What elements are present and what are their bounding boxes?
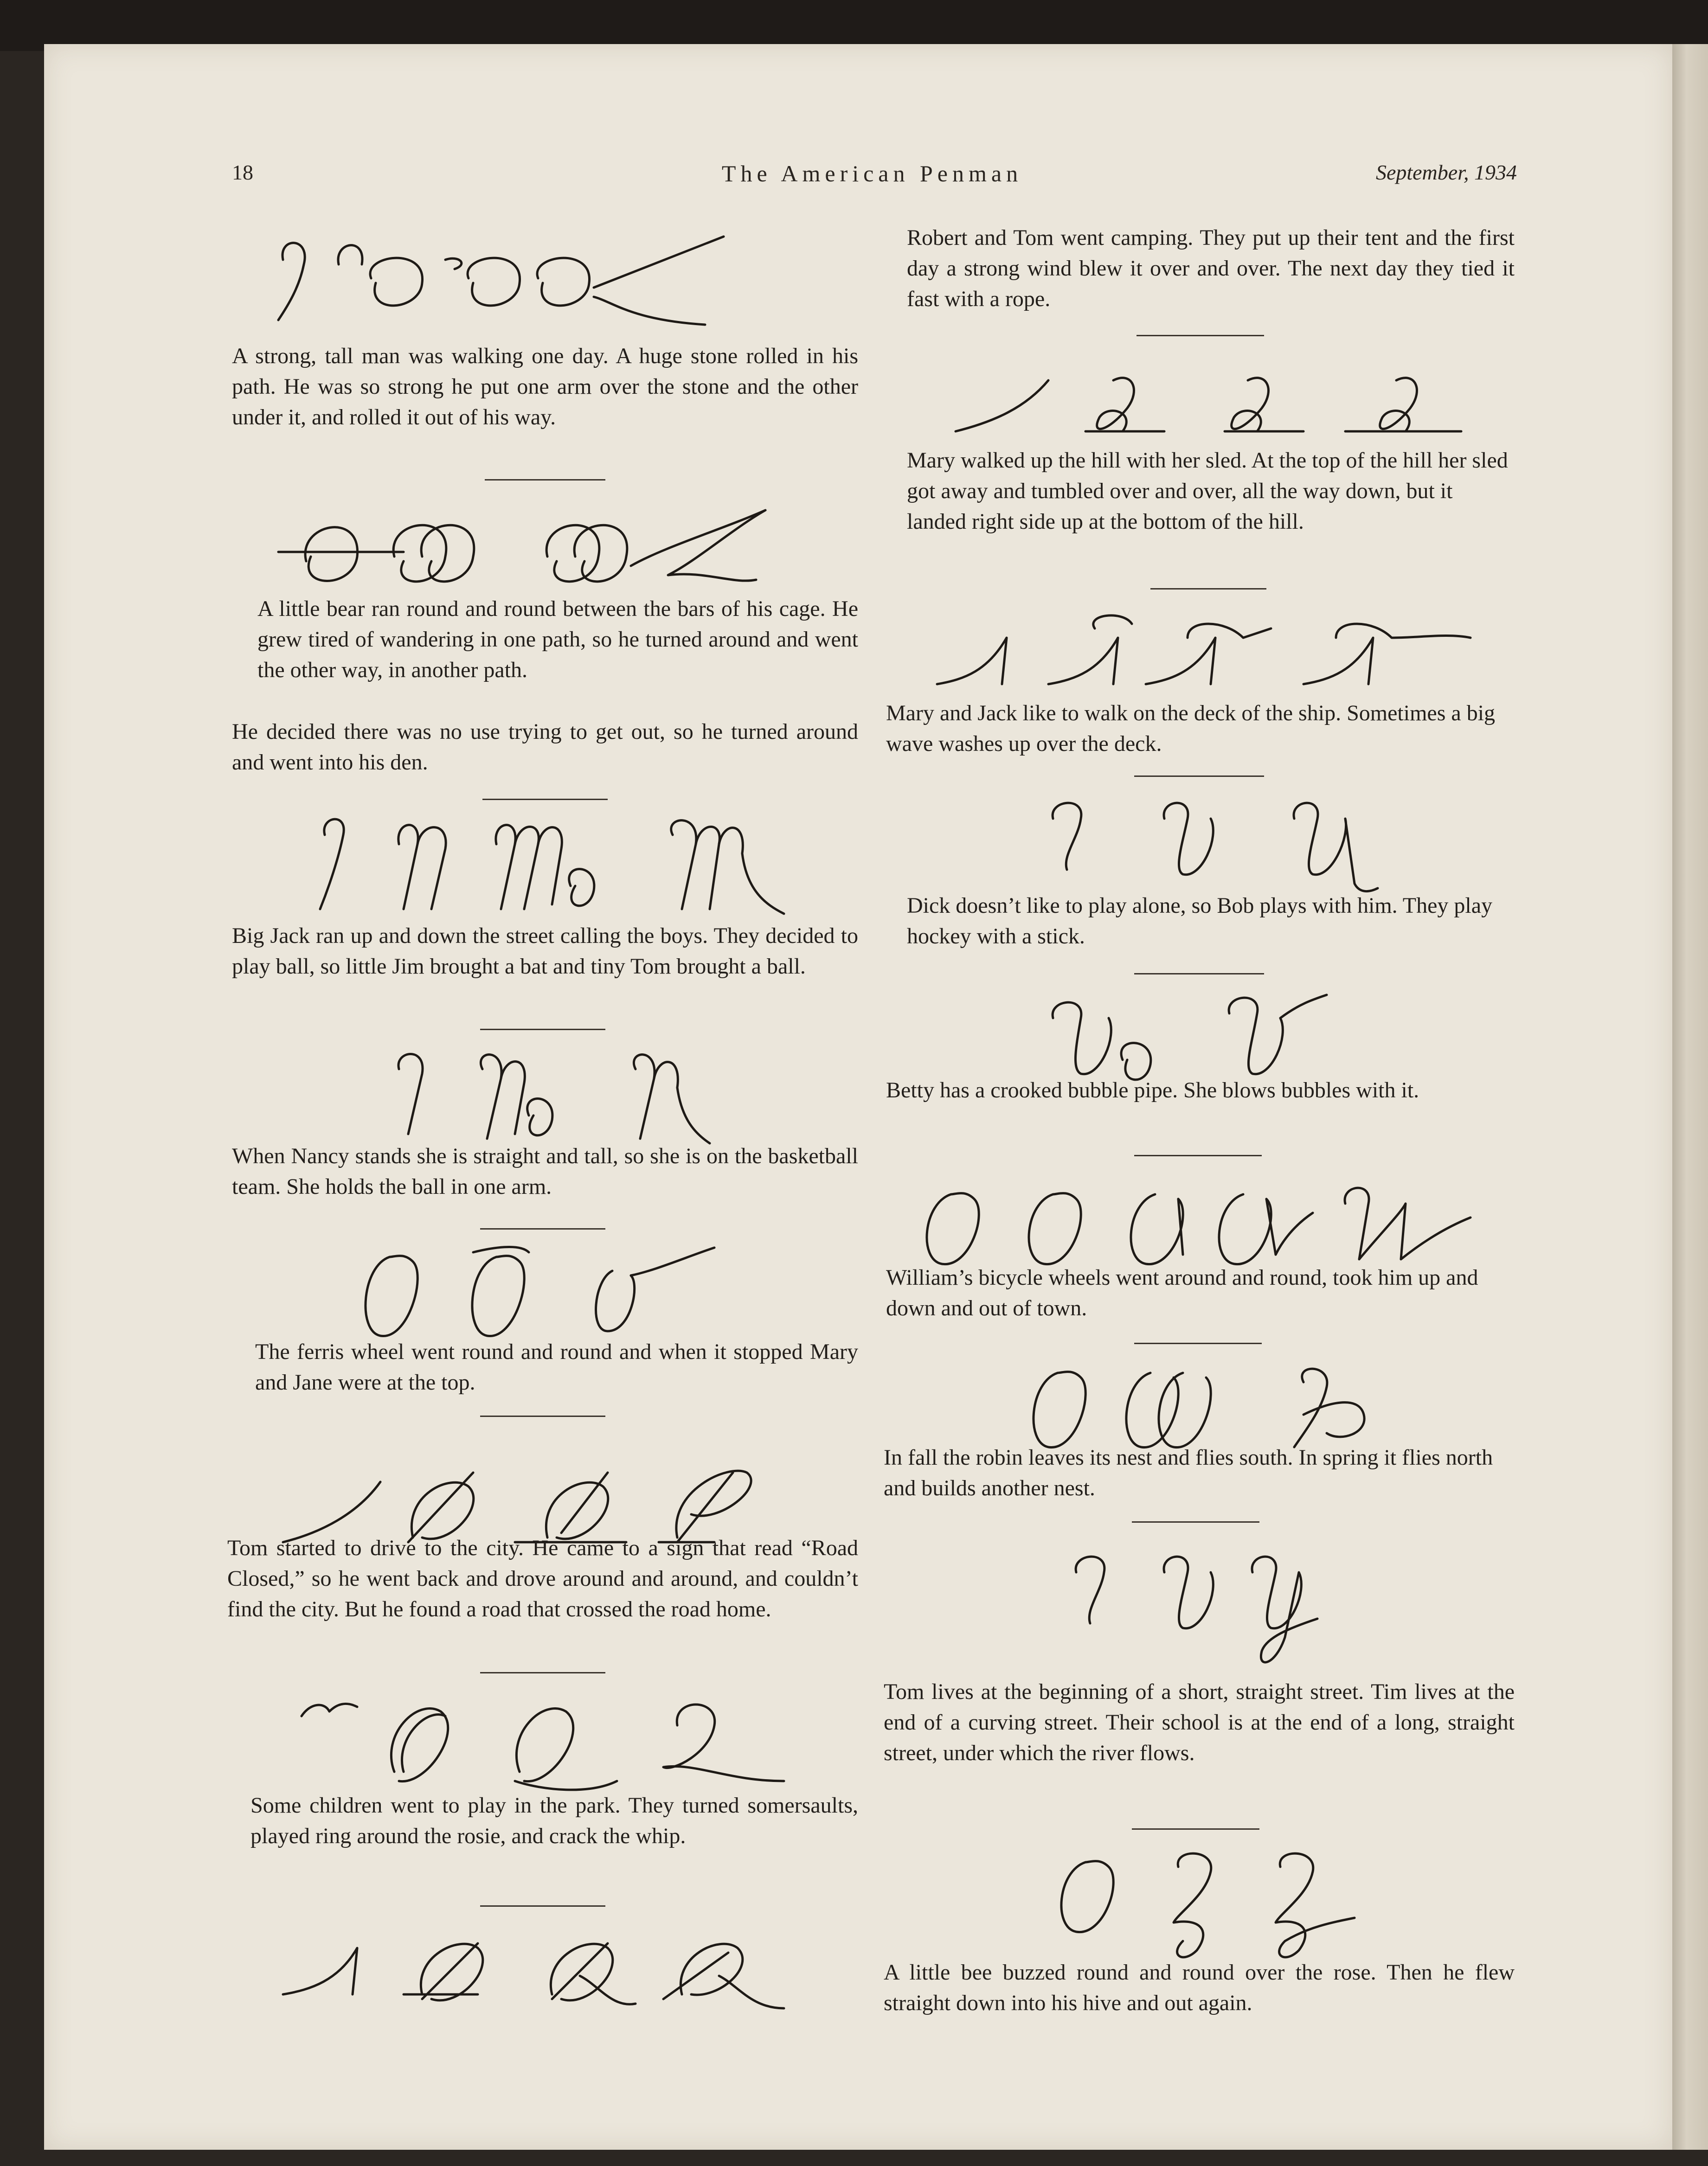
letter-drill-l: [269, 492, 844, 598]
divider: [482, 799, 608, 800]
right-paragraph-2: Mary and Jack like to walk on the deck of the ship. Sometimes a big wave washes up over the deck.: [886, 701, 1496, 756]
left-paragraph-3: Big Jack ran up and down the street calling the boys. They decided to play ball, so little Jim brought a bat and tiny Tom brought a ball.: [232, 923, 858, 979]
divider: [1132, 1521, 1259, 1523]
letter-drill-u: [1034, 791, 1406, 897]
left-paragraph-2: A little bear ran round and round between the bars of his cage. He grew tired of wandering in one path, so he turned around and went the other way, in another path.: [257, 596, 858, 682]
page-fold: [1672, 44, 1708, 2150]
page-number: 18: [232, 160, 253, 184]
letter-drill-m: [302, 807, 812, 918]
journal-title: The American Penman: [721, 160, 1023, 186]
letter-drill-t: [928, 610, 1508, 703]
left-paragraph-6: Tom started to drive to the city. He came to a sign that read “Road Closed,” so he went back and drove around and around, and couldn’t find the city. But he found a road that crossed the road home.: [227, 1536, 858, 1621]
letter-drill-s: [951, 362, 1508, 450]
divider: [485, 479, 605, 481]
divider: [1132, 1828, 1259, 1830]
divider: [1134, 1343, 1262, 1344]
issue-date: September, 1934: [1375, 160, 1517, 184]
left-paragraph-4: When Nancy stands she is straight and tall, so she is on the basketball team. She holds the ball in one arm.: [232, 1144, 858, 1199]
scan-background: [0, 0, 1708, 51]
right-paragraph-6: In fall the robin leaves its nest and flies south. In spring it flies north and builds another nest.: [884, 1445, 1493, 1500]
divider: [480, 1029, 605, 1030]
letter-drill-n: [380, 1041, 751, 1148]
divider: [1134, 1155, 1262, 1156]
divider: [1137, 335, 1264, 336]
right-paragraph-8: A little bee buzzed round and round over the rose. Then he flew straight down into his hive and out again.: [884, 1960, 1515, 2015]
right-paragraph-1: Mary walked up the hill with her sled. At the top of the hill her sled got away and tumbled over and over, all the way down, but it landed right side up at the bottom of the hill.: [907, 448, 1508, 534]
left-paragraph-2b: He decided there was no use trying to get out, so he turned around and went into his den.: [232, 719, 858, 775]
left-paragraph-7: Some children went to play in the park. They turned somersaults, played ring around the rosie, and crack the whip.: [250, 1793, 858, 1848]
divider: [480, 1228, 605, 1230]
divider: [1134, 973, 1264, 974]
divider: [480, 1905, 605, 1907]
divider: [480, 1416, 605, 1417]
letter-drill-o: [353, 1238, 747, 1345]
left-paragraph-5: The ferris wheel went round and round and when it stopped Mary and Jane were at the top.: [255, 1339, 858, 1395]
divider: [1150, 588, 1266, 590]
divider: [1134, 775, 1264, 777]
left-paragraph-1: A strong, tall man was walking one day. A huge stone rolled in his path. He was so strong he put one arm over the stone and the other under it, and rolled it out of his way.: [232, 344, 858, 429]
divider: [480, 1672, 605, 1673]
letter-drill-w: [914, 1176, 1494, 1269]
right-paragraph-3: Dick doesn’t like to play alone, so Bob plays with him. They play hockey with a stick.: [907, 893, 1493, 948]
letter-drill-x: [1007, 1354, 1401, 1456]
right-paragraph-0: Robert and Tom went camping. They put up their tent and the first day a strong wind blew it over and over. The next day they tied it fast with a rope.: [907, 225, 1515, 311]
letter-drill-z: [1044, 1844, 1392, 1960]
letter-drill-r: [274, 1925, 854, 2031]
letter-drill-y: [1058, 1544, 1382, 1674]
letter-drill-k: [260, 227, 835, 334]
right-paragraph-4: Betty has a crooked bubble pipe. She blows bubbles with it.: [886, 1078, 1419, 1102]
right-paragraph-5: William’s bicycle wheels went around and round, took him up and down and out of town.: [886, 1265, 1478, 1320]
right-paragraph-7: Tom lives at the beginning of a short, straight street. Tim lives at the end of a curving street. Their school is at the end of a long, straight street, under which the river flows.: [884, 1679, 1515, 1765]
letter-drill-q: [292, 1688, 826, 1795]
